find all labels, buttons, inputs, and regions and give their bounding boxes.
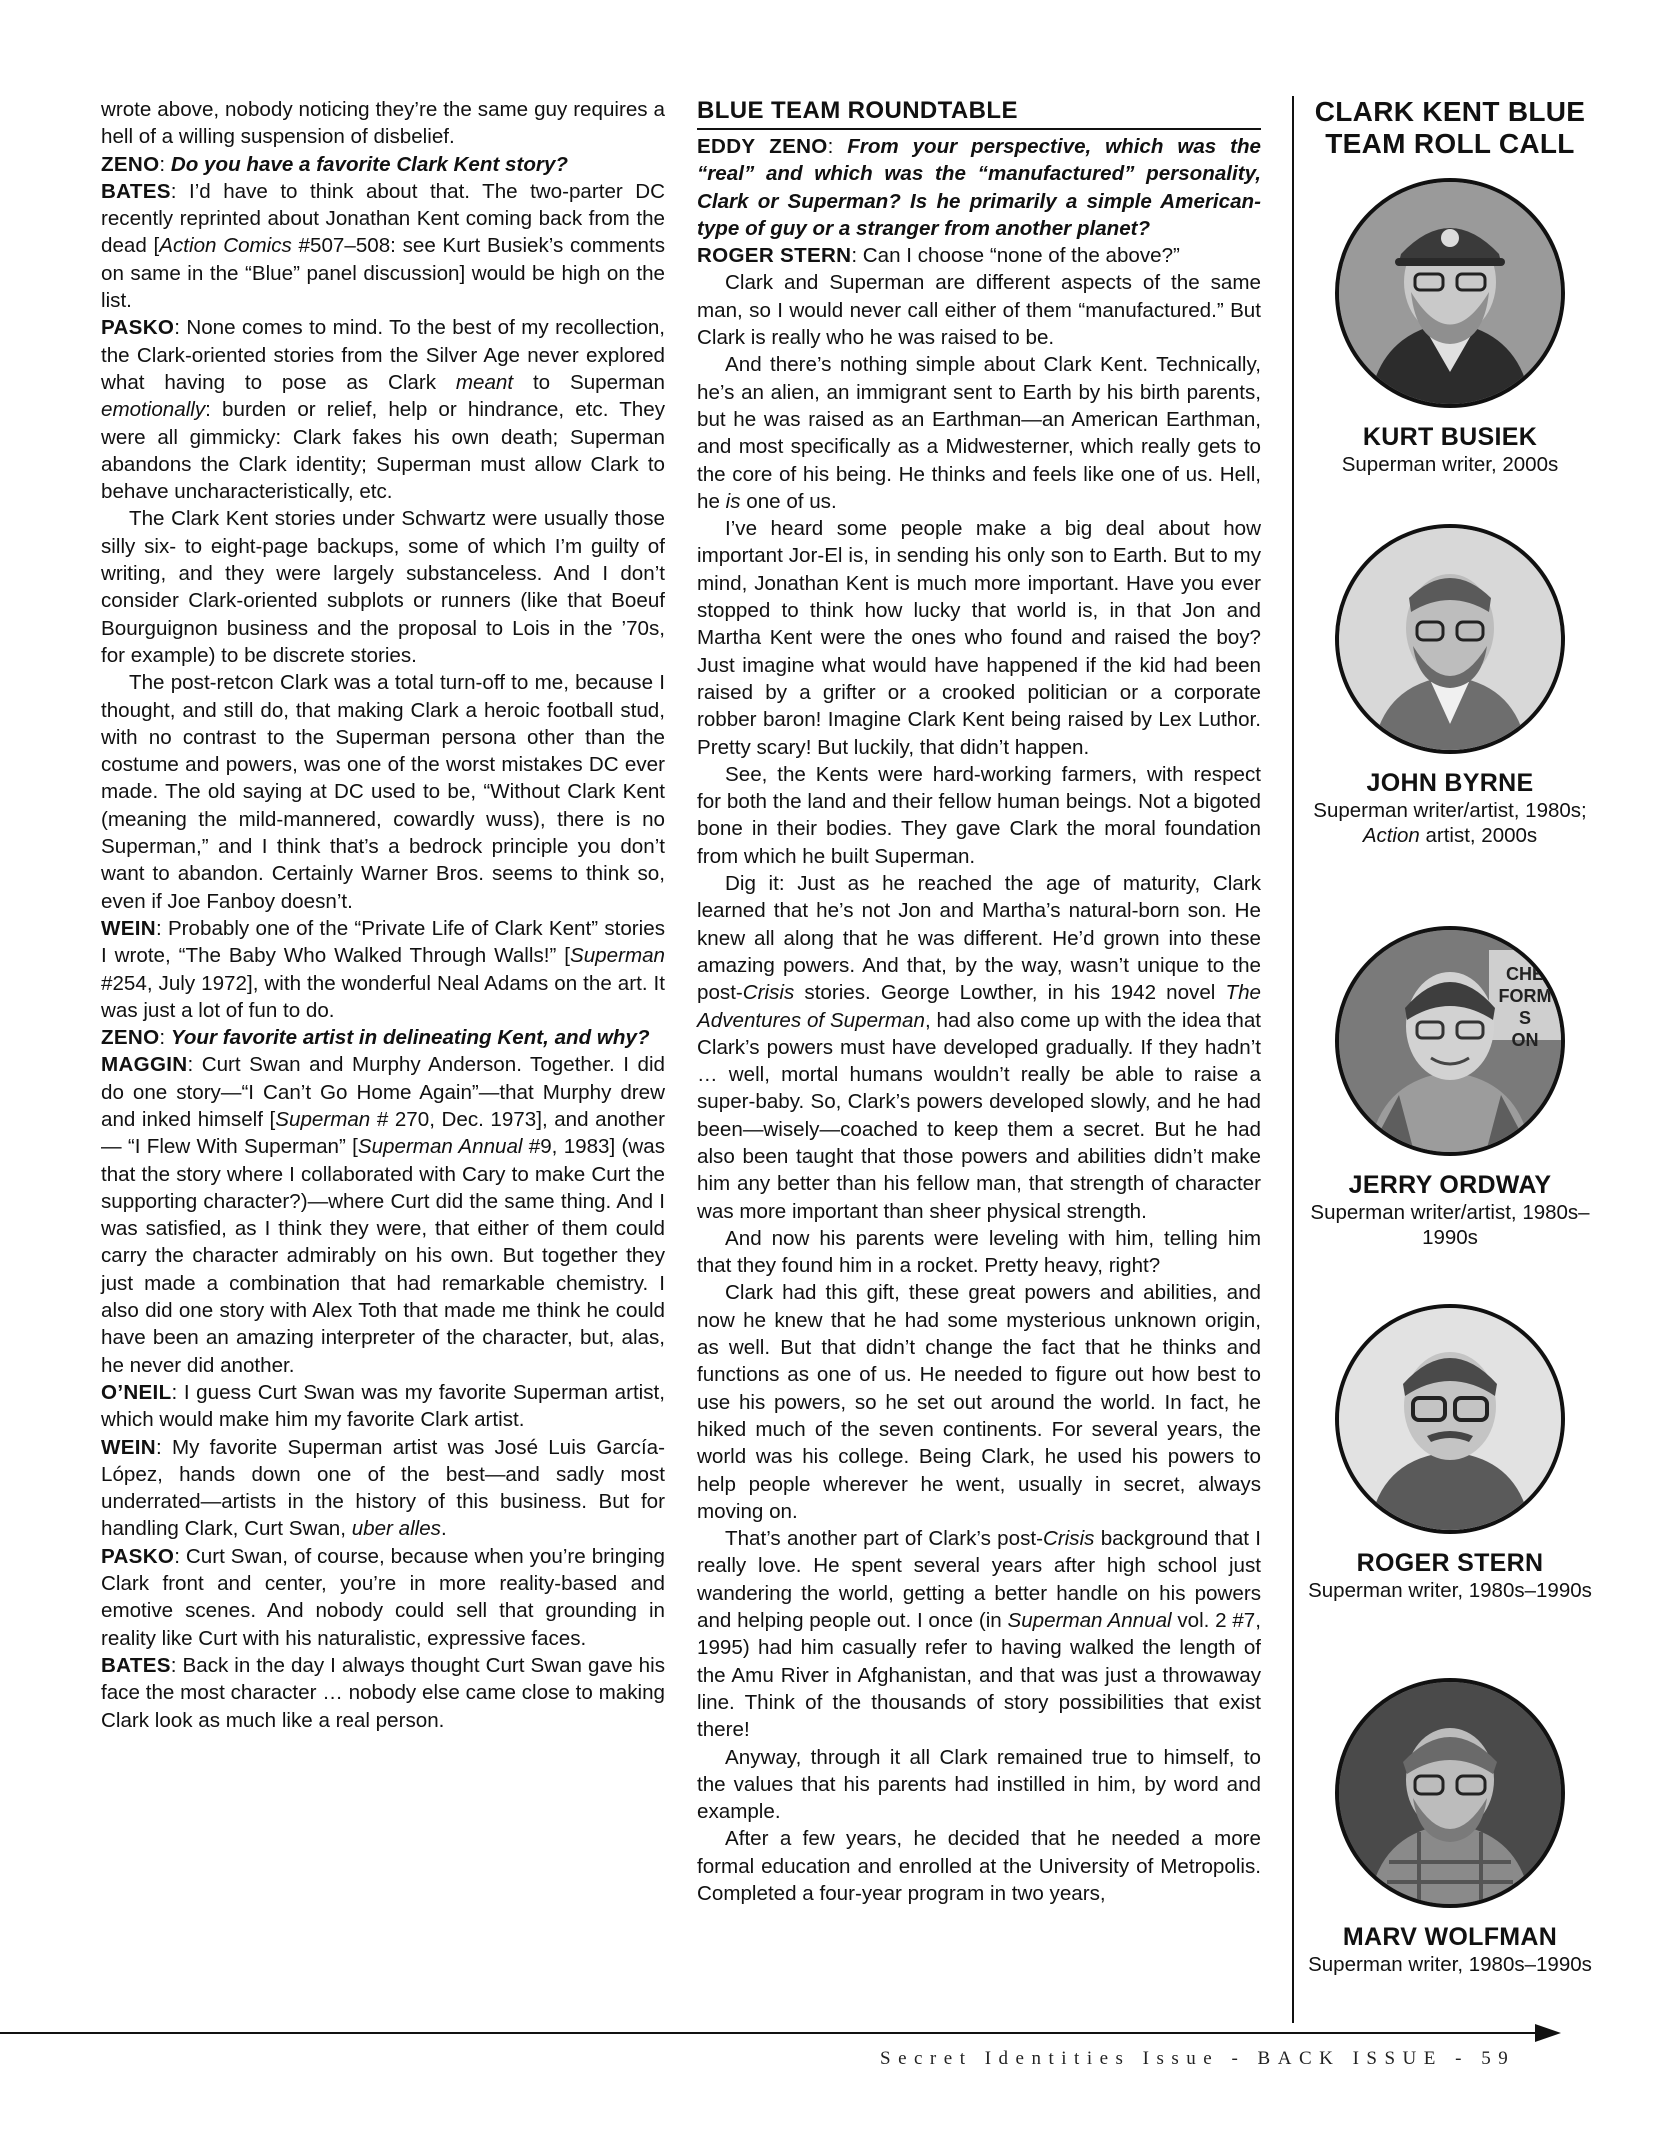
paragraph: [697, 242, 1261, 269]
roger-stern-role: [1300, 1578, 1600, 1603]
text-run: And there’s nothing simple about Clark Kent. Technically, he’s an alien, an immigrant sent to Earth by his birth parents, but he was raised as an Earthman—an American Earthman, and most specifically as a Midwesterner, which really gets to the core of his being. He thinks and feels like one of us. Hell, he: [697, 353, 1261, 513]
paragraph: [697, 1279, 1261, 1525]
paragraph: [697, 1744, 1261, 1826]
text-run: : Curt Swan and Murphy Anderson. Together. I did do one story—“I Can’t Go Home Again”—that Murphy drew and inked himself [: [101, 1053, 665, 1131]
paragraph: [101, 1379, 665, 1434]
interviewer-question: Do you have a favorite Clark Kent story?: [170, 152, 568, 176]
text-run: After a few years, he decided that he needed a more formal education and enrolled at the University of Metropolis. Completed a four-year program in two years,: [697, 1827, 1261, 1905]
john-byrne-role: [1300, 798, 1600, 848]
paragraph: [101, 1652, 665, 1734]
text-run: artist, 2000s: [1419, 824, 1538, 847]
interviewer-question: Your favorite artist in delineating Kent, and why?: [170, 1026, 650, 1050]
text-run: , had also come up with the idea that Clark’s powers must have developed gradually. If they hadn’t … well, mortal humans wouldn’t really be able to raise a super-baby. So, Clark’s powers developed slowly, and he had been—wisely—coached to keep them a secret. But he had also been taught that those powers and abilities didn’t make him any better than his fellow man, that strength of character was more important than sheer physical strength.: [697, 1008, 1262, 1223]
speaker-name: EDDY ZENO: [697, 135, 828, 158]
speaker-name: ZENO: [101, 152, 160, 176]
paragraph: [101, 96, 665, 151]
paragraph: [697, 269, 1261, 351]
text-run: .: [440, 1517, 447, 1541]
john-byrne-photo: [1335, 524, 1565, 754]
text-run: :: [159, 1026, 171, 1050]
text-run: : My favorite Superman artist was José Luis García-López, hands down one of the best—and sadly most underrated—artists in the history of this business. But for handling Clark, Curt Swan,: [101, 1435, 665, 1541]
marv-wolfman-photo: [1335, 1678, 1565, 1908]
middle-column: [697, 96, 1261, 1907]
text-run: See, the Kents were hard-working farmers, with respect for both the land and their fellow human beings. Not a bigoted bone in their bodies. They gave Clark the moral foundation from which he built Superman.: [697, 762, 1261, 868]
speaker-name: ZENO: [101, 1026, 160, 1050]
paragraph: [101, 151, 665, 178]
text-run: Superman writer/artist, 1980s–1990s: [1310, 1201, 1590, 1249]
paragraph: [697, 761, 1261, 870]
arrow-right-icon: [1535, 2024, 1561, 2042]
roger-stern-photo: [1335, 1304, 1565, 1534]
paragraph: [697, 133, 1261, 242]
jerry-ordway-role: [1300, 1200, 1600, 1250]
text-run: : I guess Curt Swan was my favorite Superman artist, which would make him my favorite Clark artist.: [101, 1380, 665, 1432]
page-footer: Secret Identities Issue - BACK ISSUE - 59: [880, 2048, 1516, 2069]
text-run: Clark and Superman are different aspects of the same man, so I would never call either of them “manufactured.” But Clark is really who he was raised to be.: [697, 271, 1261, 350]
marv-wolfman-role: [1300, 1952, 1600, 1977]
speaker-name: WEIN: [101, 916, 156, 940]
text-run: Dig it: Just as he reached the age of maturity, Clark learned that he’s not Jon and Martha’s natural-born son. He knew all along that he was different. He’d grown into these amazing powers. And that, by the way, wasn’t unique to the post-: [697, 872, 1261, 1005]
roundtable-body: [697, 133, 1261, 1907]
text-run: # 270, Dec. 1973], and another— “I Flew With Superman” [: [101, 1107, 665, 1159]
text-run: That’s another part of Clark’s post-: [725, 1527, 1043, 1551]
italic-text: Superman Annual: [1007, 1609, 1172, 1633]
paragraph: [101, 669, 665, 915]
text-run: : Probably one of the “Private Life of Clark Kent” stories I wrote, “The Baby Who Walked Through Walls!” [: [101, 916, 665, 968]
text-run: Superman writer/artist, 1980s;: [1313, 799, 1587, 822]
italic-text: emotionally: [101, 398, 206, 422]
person-marv-wolfman: [1300, 1678, 1600, 1977]
roll-call-column: [1300, 96, 1600, 1976]
text-run: : Back in the day I always thought Curt Swan gave his face the most character … nobody else came close to making Clark look as much like a real person.: [101, 1653, 665, 1732]
jerry-ordway-name: JERRY ORDWAY: [1348, 1171, 1552, 1199]
speaker-name: MAGGIN: [101, 1053, 188, 1077]
text-run: Superman writer, 1980s–1990s: [1308, 1579, 1592, 1602]
paragraph: [101, 1051, 665, 1379]
text-run: wrote above, nobody noticing they’re the same guy requires a hell of a willing suspension of disbelief.: [101, 98, 665, 149]
left-column: [101, 96, 665, 1734]
paragraph: [101, 178, 665, 314]
text-run: : None comes to mind. To the best of my recollection, the Clark-oriented stories from the Silver Age never explored what having to pose as Clark: [101, 316, 665, 394]
text-run: Clark had this gift, these great powers and abilities, and now he knew that he had some mysterious unknown origin, as well. But that didn’t change the fact that he thinks and functions as one of us. He needed to figure out how best to use his powers, so he set out around the world. In fact, he hiked much of the seven continents. For several years, the world was his college. Being Clark, he used his powers to help people wherever he went, usually in secret, always moving on.: [697, 1281, 1261, 1523]
kurt-busiek-role: [1300, 452, 1600, 477]
column-divider: [1292, 96, 1294, 2023]
paragraph: [697, 1225, 1261, 1280]
speaker-name: ROGER STERN: [697, 244, 852, 268]
italic-text: The Adventures of Superman: [697, 981, 1261, 1032]
text-run: #254, July 1972], with the wonderful Neal Adams on the art. It was just a lot of fun to do.: [101, 971, 665, 1022]
text-run: stories. George Lowther, in his 1942 novel: [794, 981, 1226, 1005]
paragraph: [697, 515, 1261, 761]
jerry-ordway-photo: [1335, 926, 1565, 1156]
interviewer-question: From your perspective, which was the “real” and which was the “manufactured” personality, Clark or Superman? Is he primarily a simple American-type of guy or a stranger from another planet?: [697, 135, 1261, 240]
italic-text: Crisis: [1042, 1527, 1095, 1551]
speaker-name: BATES: [101, 179, 171, 203]
text-run: : Can I choose “none of the above?”: [851, 244, 1180, 268]
text-run: vol. 2 #7, 1995) had him casually refer to having walked the length of the Amu River in Afghanistan, and that was just a throwaway line. Think of the thousands of story possibilities that exist there!: [697, 1609, 1261, 1742]
text-run: I’ve heard some people make a big deal about how important Jor-El is, in sending his only son to Earth. But to my mind, Jonathan Kent is much more important. Have you ever stopped to think how lucky that world is, in that Jon and Martha Kent were the ones who found and raised the boy? Just imagine what would have happened if the kid had been raised by a grifter or a crooked politician or a corporate robber baron! Imagine Clark Kent being raised by Lex Luthor. Pretty scary! But luckily, that didn’t happen.: [697, 517, 1261, 759]
paragraph: [101, 1434, 665, 1543]
kurt-busiek-name: KURT BUSIEK: [1362, 423, 1538, 451]
text-run: #507–508: see Kurt Busiek’s comments on same in the “Blue” panel discussion] would be high on the list.: [101, 234, 665, 313]
text-run: #9, 1983] (was that the story where I collaborated with Cary to make Curt the supporting character?)—where Curt did the same thing. And I was satisfied, as I think they were, that either of them could carry the character admirably on his own. But together they just made a combination that had remarkable chemistry. I also did one story with Alex Toth that made me think he could have been an amazing interpreter of the character, but, alas, he never did another.: [101, 1135, 665, 1377]
person-jerry-ordway: [1300, 926, 1600, 1250]
text-run: one of us.: [740, 489, 837, 513]
italic-text: Superman: [275, 1107, 371, 1131]
section-heading: BLUE TEAM ROUNDTABLE: [697, 96, 1261, 130]
text-run: to Superman: [513, 370, 665, 394]
speaker-name: PASKO: [101, 1544, 175, 1568]
italic-text: Superman Annual: [357, 1135, 523, 1159]
text-run: : burden or relief, help or hindrance, etc. They were all gimmicky: Clark fakes his own death; Superman abandons the Clark identity; Superman must allow Clark to behave uncharacteristically, etc.: [101, 398, 665, 504]
italic-text: uber alles: [351, 1517, 441, 1541]
text-run: The Clark Kent stories under Schwartz were usually those silly six- to eight-page backups, some of which I’m guilty of writing, and they were largely substanceless. And I don’t consider Clark-oriented subplots or runners (like that Boeuf Bourguignon business and the proposal to Lois in the ’70s, for example) to be discrete stories.: [101, 507, 665, 667]
italic-text: Action: [1362, 824, 1420, 847]
speaker-name: WEIN: [101, 1435, 156, 1459]
paragraph: [697, 1825, 1261, 1907]
text-run: background that I really love. He spent several years after high school just wandering the world, getting a better handle on his powers and helping people out. I once (in: [697, 1527, 1261, 1633]
text-run: Superman writer, 2000s: [1341, 453, 1559, 476]
speaker-name: O’NEIL: [101, 1380, 172, 1404]
john-byrne-name: JOHN BYRNE: [1366, 769, 1534, 797]
text-run: : Curt Swan, of course, because when you’re bringing Clark front and center, you’re in more reality-based and emotive scenes. And nobody could sell that grounding in reality like Curt with his naturalistic, expressive faces.: [101, 1544, 665, 1650]
paragraph: [697, 870, 1261, 1225]
italic-text: is: [725, 489, 741, 513]
paragraph: [697, 351, 1261, 515]
text-run: And now his parents were leveling with him, telling him that they found him in a rocket. Pretty heavy, right?: [697, 1226, 1261, 1278]
roll-call-title: CLARK KENT BLUE TEAM ROLL CALL: [1314, 96, 1586, 159]
footer-rule: [0, 2032, 1538, 2034]
paragraph: [101, 1543, 665, 1652]
roger-stern-name: ROGER STERN: [1356, 1549, 1544, 1577]
text-run: : I’d have to think about that. The two-parter DC recently reprinted about Jonathan Kent coming back from the dead [: [101, 179, 665, 258]
person-roger-stern: [1300, 1304, 1600, 1603]
person-john-byrne: [1300, 524, 1600, 848]
text-run: Superman writer, 1980s–1990s: [1308, 1953, 1592, 1976]
paragraph: [101, 1024, 665, 1051]
paragraph: [101, 314, 665, 505]
italic-text: meant: [455, 370, 514, 394]
marv-wolfman-name: MARV WOLFMAN: [1342, 1923, 1558, 1951]
text-run: :: [159, 152, 171, 176]
paragraph: [697, 1525, 1261, 1743]
kurt-busiek-photo: [1335, 178, 1565, 408]
italic-text: Action Comics: [159, 234, 292, 258]
text-run: :: [827, 135, 848, 158]
speaker-name: PASKO: [101, 316, 175, 340]
paragraph: [101, 505, 665, 669]
text-run: The post-retcon Clark was a total turn-off to me, because I thought, and still do, that making Clark a heroic football stud, with no contrast to the Superman persona other than the costume and powers, was one of the worst mistakes DC ever made. The old saying at DC used to be, “Without Clark Kent (meaning the mild-mannered, cowardly wuss), there is no Superman,” and I think that’s a bedrock principle you don’t want to abandon. Certainly Warner Bros. seems to think so, even if Joe Fanboy doesn’t.: [101, 671, 665, 913]
speaker-name: BATES: [101, 1653, 171, 1677]
background-poster-text: CHE FORM S ON: [1498, 964, 1552, 1050]
person-kurt-busiek: [1300, 178, 1600, 477]
paragraph: [101, 915, 665, 1024]
italic-text: Crisis: [742, 981, 795, 1005]
italic-text: Superman: [569, 944, 665, 968]
text-run: Anyway, through it all Clark remained true to himself, to the values that his parents had instilled in him, by word and example.: [697, 1745, 1261, 1824]
